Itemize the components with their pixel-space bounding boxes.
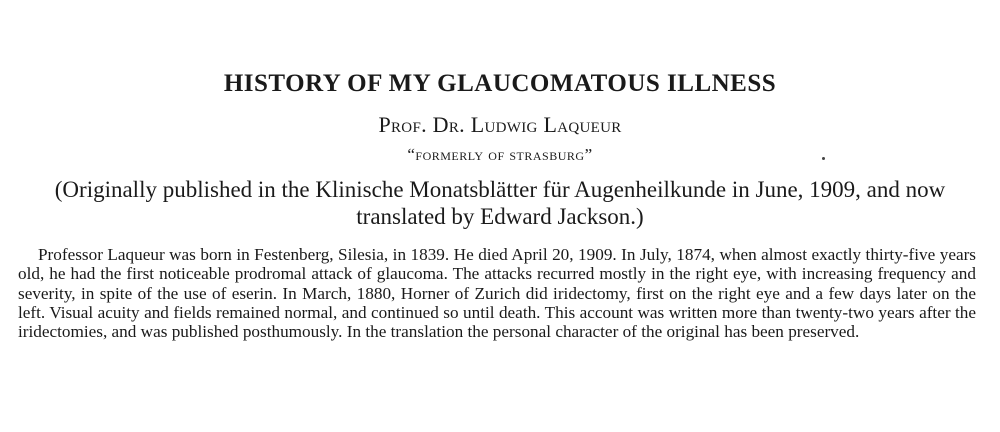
abstract-paragraph: Professor Laqueur was born in Festenberg, Silesia, in 1839. He died April 20, 1909. In July, 1874, when almost exactly thirty-five years old, he had the first noticeable prodromal attack of glaucoma. The attacks recurred mostly in the right eye, with increasing frequency and severity, in spite of the use of eserin. In March, 1880, Horner of Zurich did iridectomy, first on the right eye and a few days later on the left. Visual acuity and fields remained normal, and continued so until death. This account was written more than twenty-two years after the iridectomies, and was published posthumously. In the translation the personal character of the original has been preserved.: [18, 245, 976, 342]
article-title: HISTORY OF MY GLAUCOMATOUS ILLNESS: [223, 70, 777, 97]
author-name: Prof. Dr. Ludwig Laqueur: [378, 112, 622, 137]
author-affiliation: “formerly of strasburg”: [407, 145, 593, 164]
publication-note: (Originally published in the Klinische Monatsblätter für Augenheilkunde in June, 1909, and now translated by Edward Jackson.): [54, 177, 946, 229]
